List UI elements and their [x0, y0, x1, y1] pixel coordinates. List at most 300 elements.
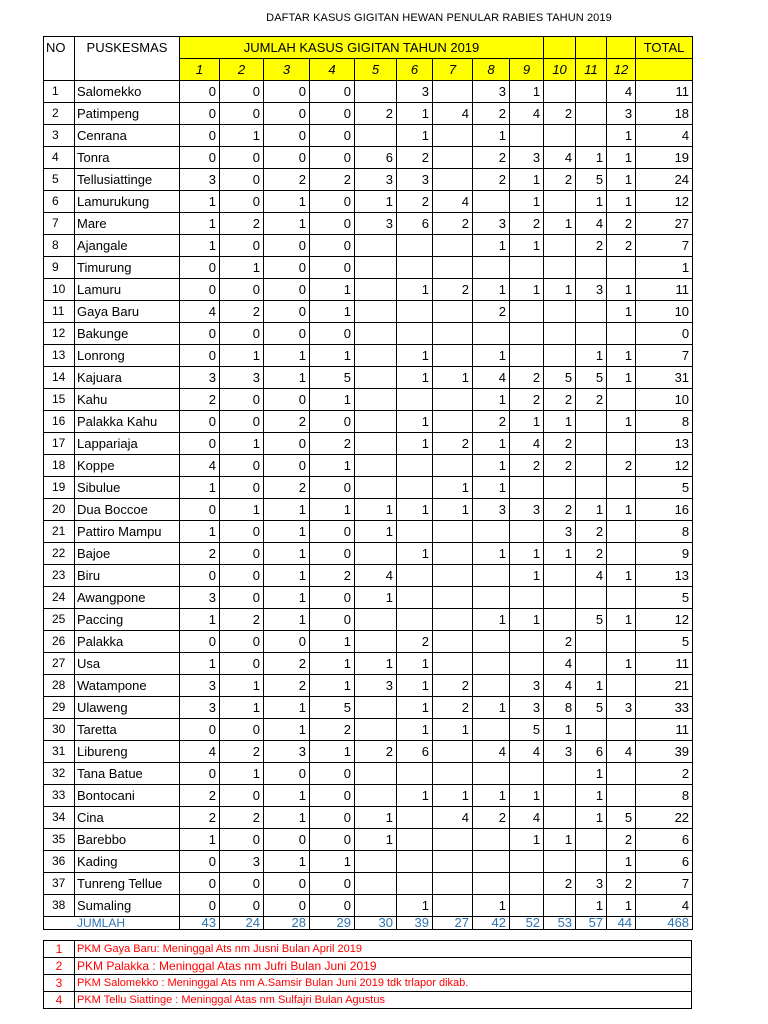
month-header-6: 6: [397, 59, 433, 81]
puskesmas-name: Sumaling: [75, 895, 180, 917]
month-value: 1: [180, 829, 220, 851]
month-header-2: 2: [220, 59, 264, 81]
month-value: [607, 543, 636, 565]
month-value: [473, 763, 510, 785]
month-value: 0: [220, 631, 264, 653]
month-total: 29: [310, 917, 355, 930]
month-value: [397, 807, 433, 829]
month-value: [355, 895, 397, 917]
month-value: 0: [310, 411, 355, 433]
row-total: 7: [636, 345, 693, 367]
month-value: 0: [220, 543, 264, 565]
puskesmas-name: Patimpeng: [75, 103, 180, 125]
month-value: 2: [220, 213, 264, 235]
month-value: 0: [220, 829, 264, 851]
row-total: 7: [636, 235, 693, 257]
month-value: [607, 675, 636, 697]
month-value: 1: [264, 191, 310, 213]
puskesmas-name: Tellusiattinge: [75, 169, 180, 191]
month-value: [473, 873, 510, 895]
month-value: 0: [264, 389, 310, 411]
month-value: 0: [264, 257, 310, 279]
month-value: [433, 257, 473, 279]
puskesmas-name: Cenrana: [75, 125, 180, 147]
month-value: [397, 455, 433, 477]
table-row: [44, 697, 693, 719]
month-value: 1: [264, 543, 310, 565]
month-value: [576, 81, 607, 103]
puskesmas-name: Bontocani: [75, 785, 180, 807]
row-number: 25: [44, 609, 75, 631]
month-value: [607, 433, 636, 455]
month-value: 0: [264, 103, 310, 125]
month-value: 0: [180, 345, 220, 367]
month-value: 2: [473, 301, 510, 323]
month-value: 0: [264, 301, 310, 323]
note-row: [44, 958, 692, 975]
month-value: 1: [397, 543, 433, 565]
row-number: 30: [44, 719, 75, 741]
month-total: 44: [607, 917, 636, 930]
month-header-4: 4: [310, 59, 355, 81]
month-value: 0: [180, 565, 220, 587]
puskesmas-name: Lonrong: [75, 345, 180, 367]
month-value: 1: [433, 367, 473, 389]
month-value: 1: [397, 653, 433, 675]
month-value: 0: [264, 323, 310, 345]
row-number: 22: [44, 543, 75, 565]
month-value: 0: [264, 433, 310, 455]
table-row: [44, 521, 693, 543]
month-value: 1: [220, 433, 264, 455]
month-value: 1: [180, 609, 220, 631]
month-value: [510, 345, 544, 367]
month-value: [433, 389, 473, 411]
table-row: [44, 719, 693, 741]
month-value: 0: [310, 147, 355, 169]
month-value: 0: [220, 147, 264, 169]
notes-table: [43, 940, 692, 1009]
month-value: [576, 125, 607, 147]
month-value: 2: [355, 103, 397, 125]
month-value: [544, 191, 576, 213]
month-value: 0: [310, 103, 355, 125]
month-value: 1: [220, 257, 264, 279]
month-value: 1: [576, 191, 607, 213]
row-total: 8: [636, 785, 693, 807]
month-value: 4: [473, 367, 510, 389]
table-row: [44, 631, 693, 653]
row-number: 35: [44, 829, 75, 851]
month-value: [607, 389, 636, 411]
month-value: [433, 521, 473, 543]
month-header-12: 12: [607, 59, 636, 81]
month-value: 4: [510, 741, 544, 763]
row-total: 13: [636, 433, 693, 455]
month-value: 1: [473, 345, 510, 367]
month-value: [510, 631, 544, 653]
month-value: 1: [576, 785, 607, 807]
month-value: [355, 323, 397, 345]
month-value: 0: [264, 125, 310, 147]
month-value: 2: [473, 169, 510, 191]
month-value: 2: [473, 411, 510, 433]
month-value: 5: [544, 367, 576, 389]
month-value: 4: [510, 433, 544, 455]
month-header-1: 1: [180, 59, 220, 81]
month-value: 1: [220, 763, 264, 785]
row-number: 37: [44, 873, 75, 895]
row-number: 38: [44, 895, 75, 917]
month-value: 2: [310, 169, 355, 191]
puskesmas-name: Gaya Baru: [75, 301, 180, 323]
month-value: [607, 477, 636, 499]
month-value: 2: [180, 807, 220, 829]
month-value: 1: [473, 697, 510, 719]
month-value: 0: [264, 631, 310, 653]
month-value: 0: [220, 653, 264, 675]
month-value: 1: [576, 499, 607, 521]
month-value: [544, 587, 576, 609]
row-total: 22: [636, 807, 693, 829]
month-value: [544, 785, 576, 807]
month-value: [355, 873, 397, 895]
table-row: [44, 895, 693, 917]
table-row: [44, 763, 693, 785]
header-no: NO: [44, 37, 75, 81]
month-value: [510, 257, 544, 279]
month-header-9: 9: [510, 59, 544, 81]
month-value: 1: [607, 191, 636, 213]
table-row: [44, 389, 693, 411]
puskesmas-name: Libureng: [75, 741, 180, 763]
month-value: 1: [607, 851, 636, 873]
table-row: [44, 213, 693, 235]
month-value: 3: [473, 499, 510, 521]
month-value: [433, 653, 473, 675]
month-value: 1: [397, 895, 433, 917]
month-value: 0: [220, 279, 264, 301]
month-value: 3: [473, 213, 510, 235]
month-value: 1: [607, 895, 636, 917]
month-value: 6: [576, 741, 607, 763]
table-row: [44, 191, 693, 213]
month-value: 4: [180, 455, 220, 477]
month-value: [544, 851, 576, 873]
month-value: 3: [510, 499, 544, 521]
month-value: [607, 631, 636, 653]
month-value: [355, 235, 397, 257]
header-total: TOTAL: [636, 37, 693, 59]
month-value: 0: [220, 477, 264, 499]
month-value: 1: [544, 213, 576, 235]
month-value: [397, 851, 433, 873]
month-value: 1: [576, 763, 607, 785]
month-value: 6: [397, 741, 433, 763]
row-total: 5: [636, 587, 693, 609]
month-value: [355, 301, 397, 323]
puskesmas-name: Bajoe: [75, 543, 180, 565]
month-value: 1: [433, 499, 473, 521]
puskesmas-name: Tana Batue: [75, 763, 180, 785]
month-value: 0: [264, 147, 310, 169]
month-value: 1: [473, 433, 510, 455]
month-value: 1: [510, 235, 544, 257]
row-total: 1: [636, 257, 693, 279]
month-value: 1: [264, 499, 310, 521]
month-value: 1: [180, 235, 220, 257]
row-total: 8: [636, 521, 693, 543]
month-value: [433, 455, 473, 477]
month-value: [607, 257, 636, 279]
month-value: 1: [310, 499, 355, 521]
month-value: 8: [544, 697, 576, 719]
month-value: [576, 411, 607, 433]
month-value: 0: [220, 169, 264, 191]
puskesmas-name: Pattiro Mampu: [75, 521, 180, 543]
month-value: 3: [607, 697, 636, 719]
month-value: 0: [220, 587, 264, 609]
month-value: 1: [264, 565, 310, 587]
month-value: [397, 257, 433, 279]
month-value: 4: [355, 565, 397, 587]
puskesmas-name: Kajuara: [75, 367, 180, 389]
month-value: 4: [607, 81, 636, 103]
table-row: [44, 367, 693, 389]
puskesmas-name: Koppe: [75, 455, 180, 477]
month-value: 2: [433, 675, 473, 697]
month-value: [576, 103, 607, 125]
month-value: 1: [397, 367, 433, 389]
month-value: 1: [433, 719, 473, 741]
month-value: [576, 829, 607, 851]
month-value: 1: [397, 103, 433, 125]
row-total: 5: [636, 631, 693, 653]
row-total: 24: [636, 169, 693, 191]
row-number: 17: [44, 433, 75, 455]
month-value: [473, 653, 510, 675]
month-value: [544, 257, 576, 279]
puskesmas-name: Watampone: [75, 675, 180, 697]
month-value: 0: [180, 279, 220, 301]
month-value: 1: [355, 807, 397, 829]
row-number: 18: [44, 455, 75, 477]
month-value: 1: [180, 191, 220, 213]
month-value: 2: [607, 455, 636, 477]
month-value: 1: [397, 719, 433, 741]
puskesmas-name: Kading: [75, 851, 180, 873]
month-value: 3: [180, 169, 220, 191]
table-row: [44, 235, 693, 257]
page-title: DAFTAR KASUS GIGITAN HEWAN PENULAR RABIES TAHUN 2019: [266, 12, 612, 24]
month-value: 1: [355, 829, 397, 851]
month-value: 2: [473, 103, 510, 125]
month-value: 1: [264, 609, 310, 631]
grand-total: 468: [636, 917, 693, 930]
month-value: 3: [544, 521, 576, 543]
month-value: 1: [264, 697, 310, 719]
table-row: [44, 169, 693, 191]
month-value: 0: [220, 719, 264, 741]
row-total: 6: [636, 851, 693, 873]
month-value: 1: [355, 653, 397, 675]
month-value: 0: [310, 191, 355, 213]
table-row: [44, 807, 693, 829]
month-value: [433, 565, 473, 587]
month-value: 1: [397, 125, 433, 147]
month-value: 1: [473, 455, 510, 477]
month-value: 1: [607, 301, 636, 323]
month-value: 0: [310, 81, 355, 103]
month-value: 3: [220, 851, 264, 873]
month-value: [607, 521, 636, 543]
month-value: 3: [397, 81, 433, 103]
month-value: 2: [397, 191, 433, 213]
month-value: 1: [310, 389, 355, 411]
note-row: [44, 992, 692, 1009]
table-row: [44, 873, 693, 895]
row-total: 39: [636, 741, 693, 763]
month-value: 4: [510, 807, 544, 829]
row-number: 14: [44, 367, 75, 389]
row-total: 12: [636, 609, 693, 631]
month-value: [433, 895, 473, 917]
month-value: 0: [264, 895, 310, 917]
month-value: [510, 763, 544, 785]
note-text: PKM Salomekko : Meninggal Ats nm A.Samsir Bulan Juni 2019 tdk trlapor dikab.: [75, 975, 692, 992]
month-value: 1: [607, 279, 636, 301]
puskesmas-name: Lamuru: [75, 279, 180, 301]
month-value: 4: [510, 103, 544, 125]
month-value: [397, 763, 433, 785]
month-value: 5: [576, 609, 607, 631]
month-value: 0: [310, 807, 355, 829]
month-value: 0: [220, 411, 264, 433]
month-value: [433, 323, 473, 345]
month-value: 0: [264, 279, 310, 301]
month-value: [473, 565, 510, 587]
month-value: [576, 587, 607, 609]
month-value: [355, 125, 397, 147]
month-value: 1: [397, 697, 433, 719]
header-blank: [607, 37, 636, 59]
month-value: [433, 345, 473, 367]
month-value: 0: [310, 763, 355, 785]
month-value: 2: [220, 807, 264, 829]
month-value: 0: [180, 763, 220, 785]
table-row: [44, 785, 693, 807]
month-value: [510, 477, 544, 499]
row-total: 18: [636, 103, 693, 125]
month-value: 1: [576, 147, 607, 169]
month-header-total-blank: [636, 59, 693, 81]
month-value: 2: [544, 103, 576, 125]
month-value: 1: [607, 565, 636, 587]
month-value: 2: [510, 389, 544, 411]
month-value: 0: [180, 873, 220, 895]
row-number: 29: [44, 697, 75, 719]
month-value: 1: [576, 345, 607, 367]
month-value: 3: [397, 169, 433, 191]
puskesmas-name: Lappariaja: [75, 433, 180, 455]
puskesmas-name: Paccing: [75, 609, 180, 631]
month-value: [576, 257, 607, 279]
row-total: 11: [636, 81, 693, 103]
month-value: [433, 609, 473, 631]
month-value: [355, 719, 397, 741]
month-value: 0: [310, 873, 355, 895]
month-header-10: 10: [544, 59, 576, 81]
row-total: 19: [636, 147, 693, 169]
month-value: 0: [180, 719, 220, 741]
row-total: 10: [636, 389, 693, 411]
month-value: [355, 345, 397, 367]
month-value: 2: [264, 411, 310, 433]
month-value: [433, 81, 473, 103]
month-value: 0: [310, 235, 355, 257]
month-value: 2: [607, 829, 636, 851]
month-value: 1: [355, 521, 397, 543]
month-value: 1: [264, 719, 310, 741]
month-value: 2: [433, 279, 473, 301]
month-value: 5: [576, 367, 607, 389]
month-value: 1: [544, 543, 576, 565]
month-value: 1: [607, 147, 636, 169]
month-value: 1: [473, 235, 510, 257]
month-value: 2: [576, 521, 607, 543]
month-value: [397, 301, 433, 323]
month-header-11: 11: [576, 59, 607, 81]
month-value: 6: [355, 147, 397, 169]
month-value: 0: [264, 829, 310, 851]
table-row: [44, 741, 693, 763]
month-value: 2: [220, 609, 264, 631]
month-value: [433, 587, 473, 609]
month-value: 0: [180, 499, 220, 521]
month-value: 1: [576, 675, 607, 697]
note-number: 3: [44, 975, 75, 992]
month-value: 2: [576, 543, 607, 565]
puskesmas-name: Tonra: [75, 147, 180, 169]
month-value: 1: [607, 609, 636, 631]
table-row: [44, 147, 693, 169]
month-value: 1: [220, 345, 264, 367]
table-row: [44, 433, 693, 455]
month-value: [510, 851, 544, 873]
month-value: 5: [310, 697, 355, 719]
row-total: 10: [636, 301, 693, 323]
month-value: [544, 565, 576, 587]
month-value: 2: [397, 631, 433, 653]
month-value: [607, 587, 636, 609]
row-number: 20: [44, 499, 75, 521]
month-value: 2: [310, 565, 355, 587]
note-row: [44, 975, 692, 992]
note-number: 2: [44, 958, 75, 975]
month-header-5: 5: [355, 59, 397, 81]
row-number: 8: [44, 235, 75, 257]
month-value: [397, 609, 433, 631]
puskesmas-name: Tunreng Tellue: [75, 873, 180, 895]
month-value: 0: [220, 103, 264, 125]
month-value: 1: [433, 477, 473, 499]
month-value: 0: [180, 257, 220, 279]
row-number: 12: [44, 323, 75, 345]
row-total: 8: [636, 411, 693, 433]
row-total: 9: [636, 543, 693, 565]
month-value: [397, 389, 433, 411]
month-value: 2: [220, 301, 264, 323]
